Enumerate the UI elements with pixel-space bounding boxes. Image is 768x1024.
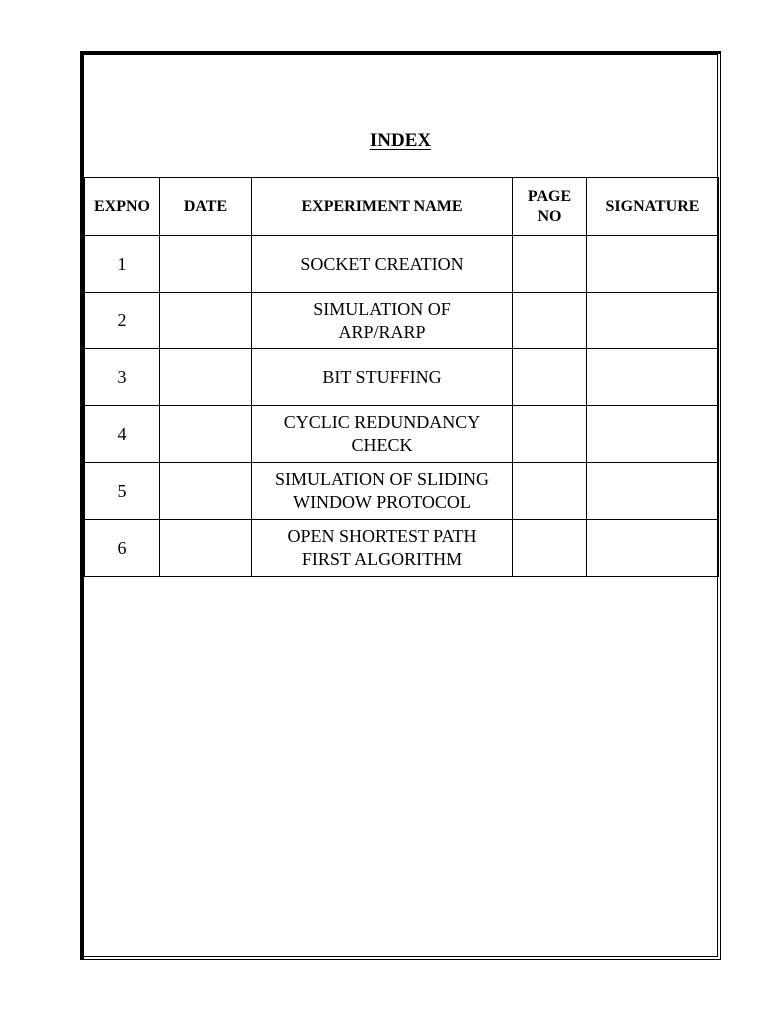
header-date: DATE	[160, 178, 252, 236]
experiment-name-line2: WINDOW PROTOCOL	[293, 492, 471, 512]
header-expno: EXPNO	[85, 178, 160, 236]
index-table	[84, 177, 719, 577]
cell-signature	[587, 293, 719, 349]
table-row	[85, 520, 719, 577]
page-border-top-rule	[81, 52, 720, 54]
experiment-name-line1: OPEN SHORTEST PATH	[287, 526, 477, 546]
header-experiment-name: EXPERIMENT NAME	[252, 178, 513, 236]
cell-date	[160, 293, 252, 349]
experiment-name-line1: SIMULATION OF SLIDING	[275, 469, 489, 489]
header-page-no	[513, 178, 587, 236]
cell-signature	[587, 520, 719, 577]
cell-experiment-name	[252, 463, 513, 520]
cell-date	[160, 520, 252, 577]
cell-page-no	[513, 236, 587, 293]
experiment-name-line2: CHECK	[351, 435, 413, 455]
cell-date	[160, 463, 252, 520]
cell-experiment-name	[252, 293, 513, 349]
table-row	[85, 463, 719, 520]
table-row	[85, 236, 719, 293]
cell-expno: 6	[85, 520, 160, 577]
table-row	[85, 406, 719, 463]
header-page-no-line2: NO	[537, 207, 562, 225]
cell-expno: 3	[85, 349, 160, 406]
header-signature: SIGNATURE	[587, 178, 719, 236]
cell-signature	[587, 406, 719, 463]
cell-page-no	[513, 349, 587, 406]
cell-page-no	[513, 463, 587, 520]
experiment-name-line1: SIMULATION OF	[313, 298, 451, 319]
cell-experiment-name	[252, 520, 513, 577]
cell-expno: 1	[85, 236, 160, 293]
table-row	[85, 293, 719, 349]
cell-signature	[587, 463, 719, 520]
cell-date	[160, 406, 252, 463]
cell-expno: 2	[85, 293, 160, 349]
cell-signature	[587, 349, 719, 406]
cell-date	[160, 236, 252, 293]
header-page-no-line1: PAGE	[527, 187, 572, 205]
table-row	[85, 349, 719, 406]
cell-page-no	[513, 293, 587, 349]
cell-signature	[587, 236, 719, 293]
experiment-name-line1: BIT STUFFING	[322, 366, 442, 387]
experiment-name-line2: FIRST ALGORITHM	[301, 549, 463, 569]
experiment-name-line1: SOCKET CREATION	[300, 253, 464, 274]
cell-experiment-name	[252, 349, 513, 406]
cell-experiment-name	[252, 236, 513, 293]
page-title: INDEX	[369, 130, 432, 151]
experiment-name-line1: CYCLIC REDUNDANCY	[283, 412, 481, 432]
experiment-name-line2: ARP/RARP	[338, 321, 426, 342]
cell-expno: 5	[85, 463, 160, 520]
cell-page-no	[513, 406, 587, 463]
cell-date	[160, 349, 252, 406]
cell-expno: 4	[85, 406, 160, 463]
cell-experiment-name	[252, 406, 513, 463]
table-header-row	[85, 178, 719, 236]
cell-page-no	[513, 520, 587, 577]
